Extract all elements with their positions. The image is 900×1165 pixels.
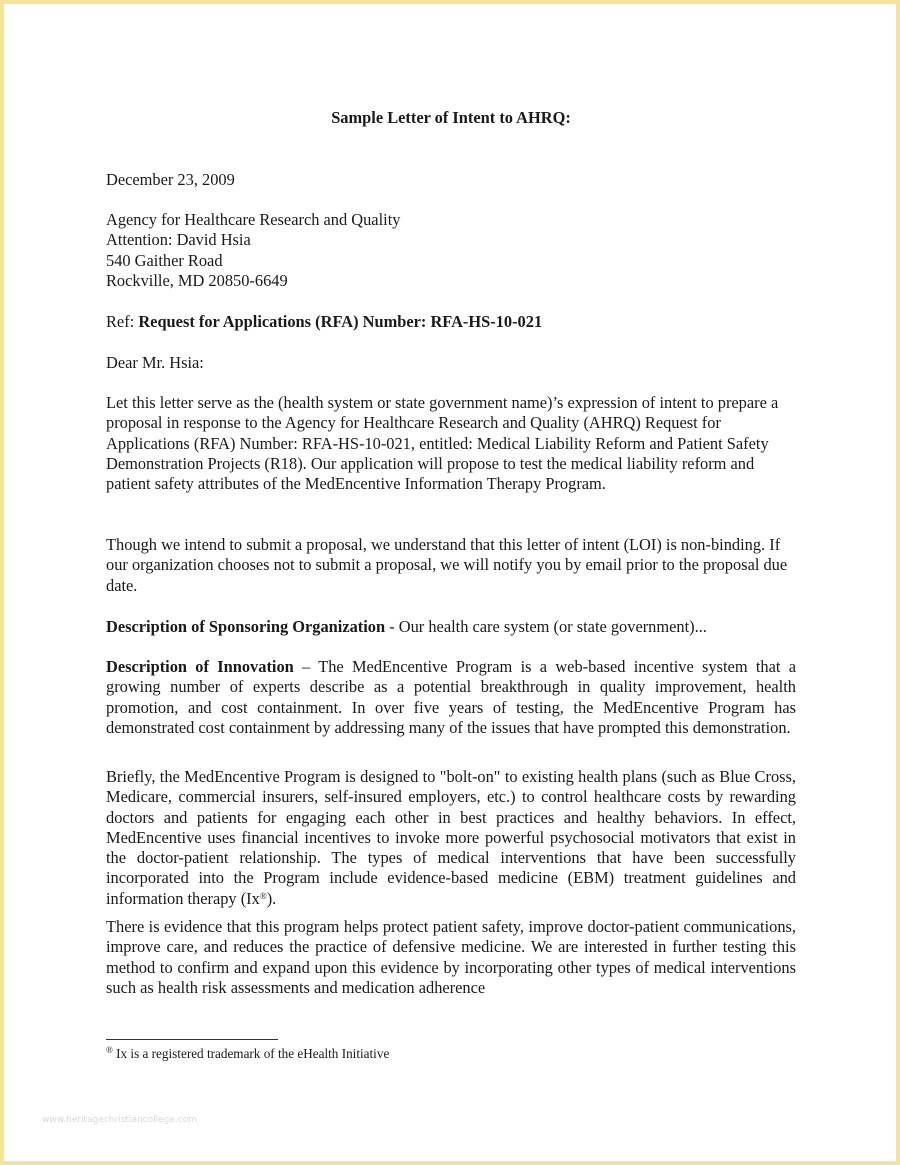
address-line: Rockville, MD 20850-6649 <box>106 270 288 290</box>
paragraph-evidence: There is evidence that this program helps protect patient safety, improve doctor-patient communications, improve care, and reduces the practice of defensive medicine. We are interested in further testing this method to confirm and expand upon this evidence by incorporating other types of medical interventions such as health risk assessments and medication adherence <box>106 917 796 997</box>
reference-number: Request for Applications (RFA) Number: RFA-HS-10-021 <box>138 312 543 331</box>
paragraph-non-binding: Though we intend to submit a proposal, we understand that this letter of intent (LOI) is non-binding. If our organization chooses not to submit a proposal, we will notify you by email prior to the proposal due date. <box>106 535 788 595</box>
watermark: www.heritagechristiancollege.com <box>42 1115 197 1125</box>
paragraph-text-end: ). <box>266 888 277 908</box>
footnote <box>106 1046 389 1062</box>
letter-date: December 23, 2009 <box>106 170 235 189</box>
letter-title: Sample Letter of Intent to AHRQ: <box>331 108 571 127</box>
section-text: - Our health care system (or state government)... <box>385 617 707 636</box>
section-heading: Description of Sponsoring Organization <box>106 617 386 636</box>
salutation: Dear Mr. Hsia: <box>106 353 204 372</box>
section-text: – The MedEncentive Program is a web-based incentive system that a growing number of experts describe as a potential breakthrough in quality improvement, health promotion, and cost containment. In over five years of testing, the MedEncentive Program has demonstrated cost containment by addressing many of the issues that have prompted this demonstration. <box>106 657 796 737</box>
registered-mark: ® <box>259 890 267 901</box>
paragraph-intent: Let this letter serve as the (health system or state government name)’s expression of intent to prepare a proposal in response to the Agency for Healthcare Research and Quality (AHRQ) Request for Applications (RFA) Number: RFA-HS-10-021, entitled: Medical Liability Reform and Patient Safety Demonstration Projects (R18). Our application will propose to test the medical liability reform and patient safety attributes of the MedEncentive Information Therapy Program. <box>106 393 779 494</box>
paragraph-program-description <box>106 767 796 909</box>
paragraph-innovation <box>106 657 796 738</box>
address-line: Attention: David Hsia <box>106 230 251 250</box>
address-line: 540 Gaither Road <box>106 250 223 270</box>
paragraph-sponsoring-organization <box>106 617 796 637</box>
reference-prefix: Ref: <box>106 312 139 331</box>
footnote-mark: ® <box>106 1045 113 1055</box>
paragraph-text: Briefly, the MedEncentive Program is designed to "bolt-on" to existing health plans (such as Blue Cross, Medicare, commercial insurers, self-insured employers, etc.) to control healthcare costs by rewarding doctors and patients for engaging each other in best practices and healthy behaviors. In effect, MedEncentive uses financial incentives to invoke more powerful psychosocial motivators that exist in the doctor-patient relationship. The types of medical interventions that have been successfully incorporated into the Program include evidence-based medicine (EBM) treatment guidelines and information therapy (Ix <box>106 767 796 908</box>
reference-line <box>106 312 542 332</box>
section-heading: Description of Innovation <box>106 657 294 676</box>
footnote-text: Ix is a registered trademark of the eHealth Initiative <box>112 1046 390 1061</box>
recipient-address <box>106 210 400 291</box>
footnote-divider <box>106 1039 278 1040</box>
address-line: Agency for Healthcare Research and Quality <box>106 210 401 229</box>
